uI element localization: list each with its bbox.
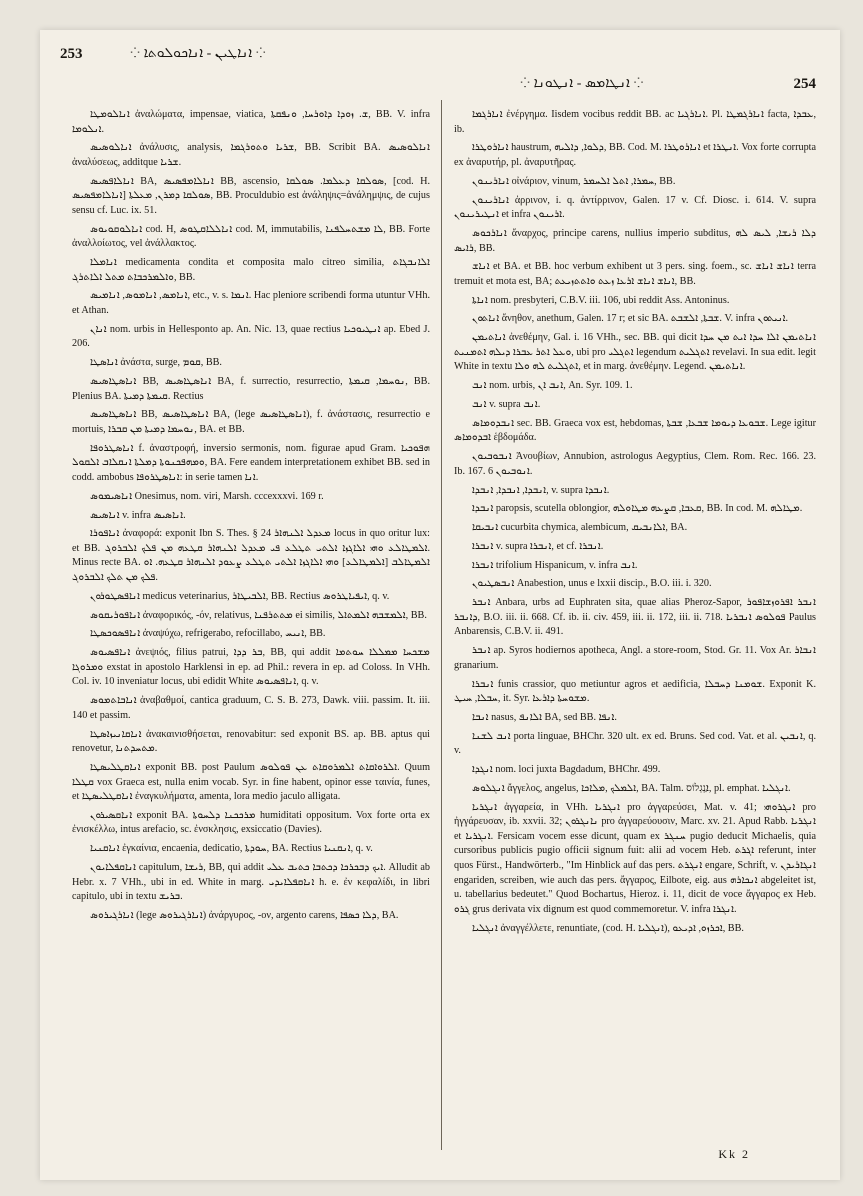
dictionary-entry: ܐܢܐܣܛܐ ἀνάστα, surge, ܩܘܡ, BB. (90, 357, 222, 369)
dictionary-entry: ܐܢܒܪܐ trifolium Hispanicum, v. infra ܐܢܒ. (472, 559, 638, 571)
dictionary-entry: ܐܢܐܡܠܐ medicamenta condita et composita malo citreo similia, ܐܠܐܢܒܓܐܬ ܘܐܠܡܪܟܒܐܬ ܡܬܠ ܐܠܐܬܪܓ, BB. (72, 257, 430, 283)
dictionary-entry: ܐܢܐܣܛܐܣܝܣ BB, ܐܢܐܣܛܐܣܝܣ BA, (lege ܐܢܐܣܛܐܣܝܣ), f. ἀνάστασις, resurrectio e mortuis, ܢܘܚܡܐ ܕܡܝܬܐ ܡܢ ܩܒܪܐ, BA. et BB. (72, 409, 431, 435)
left-running-title: ⁘ ܐܢܐܛܝܢ - ܐܢܐܟܘܠܘܬܐ ⁘ (130, 46, 266, 61)
dictionary-entry: ܐܢܒܪ Anbara, urbs ad Euphraten sita, quae alias Pheroz-Sapor, ܐܢܒܪ ܐܦܪܘܙܫܐܦܘܪ ܕܐܢܒܪ, B.O. iii. ii. 668. Cf. ib. ii. civ. 459, iii. ii. 172, iii. ii. 718. ܦܘܠܘܣ ܐܢܒܪܝܐ Paulus Anbarensis, C.B.V. ii. 491. (454, 597, 816, 638)
left-page-number: 253 (60, 46, 83, 62)
dictionary-entry: ܐܢܒܪ ap. Syros hodiernos apotheca, Angl. a store-room, Stod. Gr. 11. Vox Ar. ܐܢܒܐܪ granarium. (454, 645, 816, 671)
dictionary-entry: ܐܢܐܡܣ, ܐܢܐܡܘܣ, ܐܢܐܡܝܣ, etc., v. s. ܐܢܡܐ. Hac pleniore scribendi forma utuntur VHh. et Athan. (72, 290, 430, 317)
dictionary-entry: ܐܢܐܪܓܝܪܘܣ (lege ܐܢܐܪܓܝܪܘܣ) ἀνάργυρος, -ον, argento carens, ܕܠܐ ܟܣܦܐ, BA. (90, 910, 399, 921)
left-column (72, 108, 430, 928)
dictionary-entry: ܐܢܐܢ nom. urbis in Hellesponto ap. An. Nic. 13, quae rectius ܐܢܛܝܘܟܝܐ ap. Ebed J. 206. (72, 323, 430, 350)
right-running-title: ⁘ ܐܢܛܐܡܣ - ܐܢܛܘܢܐ ⁘ (520, 76, 644, 91)
dictionary-entry: ܐܢܒܣܛܝܘܢ Anabestion, unus e lxxii discip., B.O. iii. i. 320. (472, 578, 712, 590)
dictionary-entry: ܐܢܐܪܓܡܐ ἐνέργημα. Iisdem vocibus reddit BB. ac ܐܢܐܪܓܝܐ. Pl. ܐܢܐܪܓܡܛܐ facta, ܥܒܕܐ, ib. (454, 109, 816, 135)
page-spread (40, 30, 840, 1180)
dictionary-entry: ܐܢܒܘܒܝܘܢ Ἀνουβίων, Annubion, astrologus Aegyptius, Clem. Rom. Rec. 166. 23. Ib. 167. 6 ܐܢܘܒܝܘܢ. (454, 451, 816, 477)
dictionary-entry: ܐܢܐܦܘܪܐ ἀναφορά: exponit Ibn S. Thes. § 24 ܡܥܕܠ ܐܠܢܗܐܪ locus in quo oritur lux: et BB. ܐܠܡܛܐܠܥ ܘܗܝ ܐܠܐܓܙܐ ܐܠܬܝ ܬܛܠܥ ܦܝ ܡܥܕܠ ܐܠܢܗܐܪ ܩܛܥܗ ܡܢ ܦܠܟ ܐܠܒܪܘܓ. Minus recte BA. ܐܠܡܛܐܠܒ [ܐܠܡܛܐܠܥ] ܘܗܝ ܐܠܐܓܙܐ ܐܠܬܝ ܬܛܠܥ ܨܥܘܕ ܐܠܢܗܐܪ ܩܛܥܗ. ܐܘ ܦܠܟ ܡܢ ܬܠܟ ܐܠܒܪܘܓ. (72, 528, 430, 584)
dictionary-entry: ܐܢܐܠܘܩܘܝܘܣ cod. H, ܐܢܐܠܠܐܩܛܘܣ cod. M, immutabilis, ܠܐ ܡܫܬܚܠܦܢܐ, BB. Forte ἀναλλοίωτος, vel ἀνάλλακτος. (72, 223, 430, 250)
column-divider (441, 100, 442, 1150)
dictionary-entry: ܐܢܒܕܐ, ܐܢܒܕܐ, ܐܢܒܕܐ, v. supra ܐܢܒܕܐ. (472, 484, 610, 496)
dictionary-entry: ܐܢܐܠܘܣܝܣ ἀνάλυσις, analysis, ܫܪܝܐ ܘܬܘܪܓܡܐ, BB. Scribit BA. ܐܢܐܠܘܣܝܣ ἀναλύσεως, additque ܫܪܝܐ. (72, 142, 430, 168)
dictionary-entry: ܐܢܓܠܝܐ ἀναγγέλλετε, renuntiate, (cod. H. ܐܢܓܠܝܐ), ܐܟܪܙܘ, ܐܕܝܥܘ, BB. (472, 922, 744, 934)
dictionary-entry: ܐܢܐܠܐܦܣܝܣ BA, ܐܢܐܠܐܡܦܣܝܣ BB, ascensio, ܣܘܠܩܐ ܕܥܠܡܐ. ܣܘܠܩܐ, [cod. H. ܐܢܐܠܐܡܦܣܝܣ] ܣܘܠܩܐ ܕܡܪܢ, ܡܥܠܬܐ, BB. Proculdubio est ἀνάληψις=ἀνάλημψις, de cujus sensu cf. Luc. ix. 51. (72, 175, 430, 216)
dictionary-entry: ܐܢܐܬܐ nom. presbyteri, C.B.V. iii. 106, ubi reddit Ass. Antoninus. (472, 294, 730, 306)
dictionary-entry: ܐܢܐܬܝܡܢ ἀνεθέμην, Gal. i. 16 VHh., sec. BB. qui dicit ܐܢܐܬܝܡܢ ܐܠܐ ܚܕܐ ܐܝܬ ܡܢ ܚܕܐ ܘܥܠ ܐܬܪ ܥܒܪܐ ܕܝܠܗ ܐܬܡܢܝܬ, ubi pro ܐܬܓܠܝ legendum ܐܬܓܠܝܬ revelavi. In sua edit. legit White in textu ܐܬܓܠܝܬ ܠܗ ܘܠܐ, et in marg. ἀνεθέμην. Legend. ܐܢܐܬܝܡܢ. (454, 332, 816, 373)
dictionary-entry: ܐܢܐܦܣܝܘܣ ἀνεψιός, filius patrui, ܒܪ ܕܕܐ, BB, qui addit ܡܫܟܚܐ ܡܡܠܠܐ ܚܘܬܡܐ ܘܡܪܘܓܐ exstat in apostolo Harklensi in ep. ad Phil.: revera in ep. ad Coloss. In VHh. Col. iv. 10 inveniatur locus, ubi edidit White ܐܢܐܦܣܝܘܣ, q. v. (72, 647, 430, 688)
dictionary-entry: ܐܢܐܫ et BA. et BB. hoc verbum exhibent ut 3 pers. sing. foem., sc. ܐܢܐܫ ܐܢܐܫ terra tremuit et mota est, BA; ܐܢܐܫ ܐܢܐܫ ܐܪܥܐ ܙܥܬ ܘܐܬܬܙܝܥܬ, BB. (454, 261, 816, 287)
dictionary-entry: ܐܢܓܕܐ nom. loci juxta Bagdadum, BHChr. 499. (472, 764, 661, 776)
dictionary-entry: ܐܢܐܪܟܘܣ ἄναρχος, principe carens, nullius imperio subditus, ܕܠܐ ܪܝܫܐ, ܠܝܣ ܠܗ ܪܐܝܣ, BB. (454, 227, 816, 254)
dictionary-entry: ܐܢܐܪܘܛܪܐ haustrum, ܕܠܘܐ, ܕܐܠܝܗ, BB. Cod. M. ܐܢܐܪܘܛܪܐ et ܐܢܛܪܐ. Vox forte corrupta ex ἀναρυτήρ, pl. ἀναρυτῆρας. (454, 142, 817, 168)
dictionary-entry: ܐܢܐܒܐܬܡܘܣ ἀναβαθμοί, cantica graduum, C. S. B. 273, Dawk. viii. passim. It. iii. 140 et passim. (72, 695, 430, 721)
dictionary-entry: ܐܢܐܩܐܢܝܙܐܣܛܐ ἀνακαινισθήσεται, renovabitur: sed exponit BS. ap. BB. aptus qui renovetur, ܡܬܚܕܬܢܐ. (72, 728, 430, 755)
dictionary-entry: ܐܢܒ v. supra ܐܢܒ. (472, 398, 541, 410)
dictionary-entry: ܐܢܐܬܘܢ ἄνηθον, anethum, Galen. 17 r; et sic BA. ܫܒܬܐ, ܐܠܫܒܬ. V. infra ܐܢܝܬܘܢ. (472, 313, 789, 325)
page-header (40, 42, 840, 92)
dictionary-entry: ܐܢܐܣܝܡܘܣ Onesimus, nom. viri, Marsh. cccexxxvi. 169 r. (90, 490, 324, 502)
dictionary-entry: ܐܢܐܩܣܝܪܘܢ exponit BA. ܡܪܟܟܢܐ ܕܠܚܘܬܐ humiditati oppositum. Vox forte orta ex ἐνισκέλλω, intus arefacio, sc. ἐνσκλησις, exsiccatio (Davies). (72, 809, 430, 836)
dictionary-entry: ܐܢܒܪܐ v. supra ܐܢܒܪܐ, et cf. ܐܢܒܪܐ. (472, 540, 604, 552)
dictionary-entry: ܐܢܐܪܝܢܘܢ οἰνάριον, vinum, ܚܡܪܐ, ܐܬܠ ܐܠܚܡܪ, BB. (472, 175, 676, 187)
right-page-number: 254 (793, 76, 816, 92)
dictionary-entry: ܐܢܐܦܘܪܝܩܘܣ ἀναφορικός, -όν, relativus, ܡܬܬܪܦܢܐ ei similis, ܐܠܡܫܒܗ ܐܠܡܬܐܠ, BB. (90, 609, 427, 621)
right-column (454, 108, 816, 940)
dictionary-entry: ܐܢܓܠܘܣ ἄγγελος, angelus, ܐܠܡܠܟ ,ܡܠܐܟܐ, BA. Talm. ܐַנְגְלוֹס, pl. emphat. ܐܢܓܠܝܐ. (472, 782, 791, 794)
signature-mark: Kk 2 (718, 1147, 750, 1161)
dictionary-entry: ܐܢܐܣܛܪܘܦܐ f. ἀναστροφή, inversio sermonis, nom. figurae apud Gram. ܗܦܘܟܝܐ ܘܡܗܦܟܢܘܬܐ ܕܡܠܬܐ ܐܢܩܠܐܒ ܐܠܩܘܠ, BA. Fere eandem interpretationem exhibet BB. sed in codd. ambobus ܐܢܐܣܛܪܘܦܐ: in serie tamen ܐܢܐ. (72, 442, 431, 483)
dictionary-entry: ܐܢܒܕܘܡܐܣ sec. BB. Graeca vox est, hebdomas, ܫܒܘܥܐ ܕܝܘܡܐ ܫܒܥܐ, ܫܒܬܐ. Lege igitur ܐܒܕܘܡܐܣ ἑβδομάδα. (454, 417, 817, 444)
dictionary-entry: ܐܢܐܪܝܢܘܢ ἀρρινον, i. q. ἀντίρρινον, Galen. 17 v. Cf. Diosc. i. 614. V. supra ܐܢܛܝܪܝܢܘܢ et infra ܐܪܝܢܘܢ. (454, 194, 816, 221)
dictionary-entry: ܐܢܐܣܛܐܣܝܣ BB, ܐܢܐܣܛܐܣܝܣ BA, f. surrectio, resurrectio, ܢܘܚܡܐ, ܩܝܡܬܐ, BB. Plenius BA. ܩܝܡܬܐ ܕܡܝܬܐ. Rectius (72, 376, 430, 402)
dictionary-entry: ܐܢܒ ܠܫܢܐ porta linguae, BHChr. 320 ult. ex ed. Bruns. Sed cod. Vat. et al. ܐܢܒܝܢ, q. v. (454, 730, 817, 757)
dictionary-entry: ܐܢܐܦܣܛܘܪܘܢ medicus veterinarius, ܐܠܒܝܛܐܪ, BB. Rectius ܐܝܦܝܐܛܪܘܣ, q. v. (90, 590, 390, 602)
dictionary-entry: ܐܢܐܩܛܠܝܣܛܐ exponit BB. post Paulum ܐܠܪܘܐܩܐܬ ܐܠܡܪܘܩܐܬ ܥܢ ܦܘܠܘܣ. Quum ܩܛܠܐ vox Graeca est, nulla enim vocab. Syr. in fine habent, opinor esse ταινία, funes, et ܐܢܐܩܛܠܝܣܛܐ ἐναγκυλήματα, amenta, lora medio jaculo alligata. (72, 761, 430, 803)
dictionary-entry: ܐܢܒܝܩܐ cucurbita chymica, alembicum, ܐܠܐܢܒܝܩ, BA. (472, 522, 688, 534)
dictionary-entry: ܐܢܐܠܘܡܛܐ ἀναλώματα, impensae, viatica, ܫ. ܙܘܕܐ ܕܐܘܪܚܐ, ܘܢܦܩܬܐ, BB. V. infra ܐܢܠܘܡܐ. (72, 109, 430, 135)
dictionary-entry: ܐܢܒܐ nasus, ܐܠܐܢܦ BA, sed BB. ܐܢܦܐ. (472, 711, 617, 723)
dictionary-entry: ܐܢܒܕܐ paropsis, scutella oblongior, ܩܥܒܐ, ܩܨܥܗ ܡܛܐܘܠܗ, BB. In cod. M. ܡܛܐܠܗ. (472, 503, 803, 515)
dictionary-entry: ܐܢܐܩܦܠܐܝܘܢ capitulum, ܪܝܫܐ, BB, qui addit ܐܝܟ ܕܒܟܪܟܐ ܕܟܬܒܐ ܟܬܝܒ ܥܠܝ. Alludit ab Hebr. x. 7 VHh., ubi in ed. White in marg. ܐܢܐܩܦܠܐܝܕܝ h. e. ἐν κεφαλίδι, in libri capitulo, ubi in textu ܒܪܝܫ. (72, 862, 431, 903)
dictionary-entry: ܐܢܒ nom. urbis, ܐܢܒ ܐܢ, An. Syr. 109. 1. (472, 380, 633, 392)
dictionary-entry: ܐܢܐܣܝܣ v. infra ܐܢܐܣܝܣ. (90, 509, 186, 521)
dictionary-entry: ܐܢܒܪܐ funis crassior, quo metiuntur agros et aedificia, ܫܘܡܢܐ ܕܚܒܠܐ. Exponit K. ܚܒܠܐ, ܚܝܛ, it. Syr. ܡܫܘܚܬܐ ܕܐܪܥܐ. (454, 678, 816, 705)
dictionary-entry: ܐܢܐܩܢܝܐ ἐγκαίνια, encaenia, dedicatio, ܚܘܕܬܐ, BA. Rectius ܐܢܩܢܝܐ, q. v. (90, 843, 373, 855)
dictionary-entry: ܐܢܓܪܝܐ ἀγγαρεία, in VHh. ܐܢܓܪܝܐ pro ἀγγαρεύσει, Mat. v. 41; ܐܢܓܪܘܗܝ pro ἠγγάρευσαν, ib. xxvii. 32; ܢܐܢܓܪܘܢ pro ἀγγαρεύουσιν, Marc. xv. 21. Apud Rabb. ܐܢܓܪܝܐ et ܐܢܓܪܝܐ. Fersicam vocem esse dicunt, quam ex ܚܢܓܪ pugio deducit Michaelis, quia cursoribus publicis pugio officii signum fuit: alii ad vocem Heb. ܐܓܪܬ referunt, inter quos Fürst., Handwörterb., "Im Hinblick auf das pers. ܐܢܓܪܬ engare, Schrift, v. ܐܢܓܐܪܝܕܢ engariden, screiben, wie auch das pers. ἄγγαρος, Eilbote, eig. aus ܐܢܟܐܪܗ abgeleitet ist, u. tabellarius bedeutet." Quod Bochartus, Hieroz. i. 11, dicit de voce ἄγγαρος ex Heb. ܓܪܘ grus derivata vix dignum est quod commemoretur. V. infra ܐܢܓܪܐ. (454, 801, 816, 915)
dictionary-entry: ܐܢܐܦܣܘܟܣܛܐ ἀναψύχω, refrigerabo, refocillabo, ܐܢܝܚ, BB. (90, 628, 326, 640)
